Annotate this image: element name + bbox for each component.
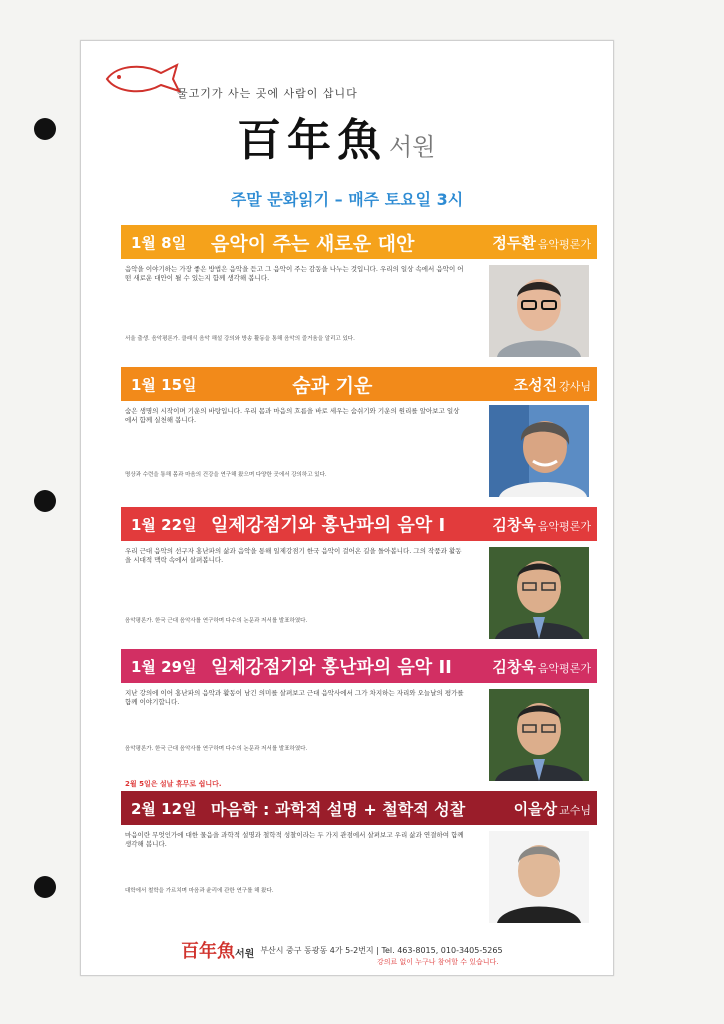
event-5-bio: 대학에서 철학을 가르치며 마음과 윤리에 관한 연구를 해 왔다. (125, 888, 274, 894)
event-2-speaker-name: 조성진 (513, 375, 558, 394)
brand-suffix: 서원 (389, 133, 436, 161)
event-5-date: 2월 12일 (131, 799, 197, 818)
punch-hole-middle (34, 490, 56, 512)
speaker-photo-2 (489, 405, 589, 497)
event-2-description: 숨은 생명의 시작이며 기운의 바탕입니다. 우리 몸과 마음의 흐름을 바로 세우는 숨쉬기와 기운의 원리를 알아보고 일상에서 함께 실천해 봅니다. (125, 407, 460, 424)
event-4-bar (121, 649, 597, 683)
footer-suffix: 서원 (235, 949, 255, 960)
event-3-title: 일제강점기와 홍난파의 음악 I (211, 515, 446, 536)
event-4-speaker (492, 656, 597, 677)
event-3-speaker (492, 514, 597, 535)
event-5-title: 마음학 : 과학적 설명 + 철학적 성찰 (211, 799, 466, 819)
event-3 (121, 507, 597, 645)
event-5-speaker-name: 이을상 (513, 799, 558, 818)
event-1-bio: 서울 출생. 음악평론가. 클래식 음악 해설 강의와 방송 활동을 통해 음악의 즐거움을 알리고 있다. (125, 336, 355, 342)
event-3-speaker-role: 음악평론가 (537, 519, 591, 533)
event-4-title: 일제강점기와 홍난파의 음악 II (211, 657, 452, 678)
footer-brand: 百年魚 (181, 941, 235, 962)
event-5-description: 마음이란 무엇인가에 대한 물음을 과학적 설명과 철학적 성찰이라는 두 가지 관점에서 살펴보고 우리 삶과 연결하여 함께 생각해 봅니다. (125, 831, 464, 848)
event-4-date: 1월 29일 (131, 657, 197, 676)
event-3-bio: 음악평론가. 한국 근대 음악사를 연구하며 다수의 논문과 저서를 발표하였다. (125, 618, 308, 624)
speaker-photo-1 (489, 265, 589, 357)
event-2 (121, 367, 597, 503)
punch-hole-bottom (34, 876, 56, 898)
footer-logo (181, 937, 254, 963)
event-1-description: 음악을 이야기하는 가장 좋은 방법은 음악을 듣고 그 음악이 주는 감동을 나누는 것입니다. 우리의 일상 속에서 음악이 어떤 새로운 대안이 될 수 있는지 함께 생각해 봅니다. (125, 265, 464, 282)
speaker-photo-4 (489, 689, 589, 781)
event-5-speaker (514, 798, 597, 819)
event-5-speaker-role: 교수님 (559, 803, 591, 817)
event-2-date: 1월 15일 (131, 375, 197, 394)
event-2-bar (121, 367, 597, 401)
event-4-description: 지난 강의에 이어 홍난파의 음악과 활동이 남긴 의미를 살펴보고 근대 음악사에서 그가 차지하는 자리와 오늘날의 평가를 함께 이야기합니다. (125, 689, 464, 706)
event-5 (121, 791, 597, 931)
flyer-sheet (80, 40, 614, 976)
slogan: 물고기가 사는 곳에 사람이 삽니다 (177, 87, 358, 100)
footer-address: 부산시 중구 동광동 4가 5-2번지 | Tel. 463-8015, 010-3405-5265 (260, 945, 503, 955)
event-1 (121, 225, 597, 361)
brand-hanja: 百年魚 (237, 115, 387, 166)
event-2-bio: 명상과 수련을 통해 몸과 마음의 건강을 연구해 왔으며 다양한 곳에서 강의하고 있다. (125, 472, 327, 478)
event-1-title: 음악이 주는 새로운 대안 (211, 232, 415, 255)
fish-logo-icon (103, 61, 183, 95)
event-2-speaker-role: 강사님 (559, 379, 591, 393)
punch-hole-top (34, 118, 56, 140)
brand-title (237, 111, 537, 171)
event-4-bio: 음악평론가. 한국 근대 음악사를 연구하며 다수의 논문과 저서를 발표하였다. (125, 746, 308, 752)
speaker-photo-3 (489, 547, 589, 639)
event-1-speaker-name: 정두환 (492, 233, 536, 252)
event-1-bar (121, 225, 597, 259)
event-1-speaker-role: 음악평론가 (537, 237, 591, 251)
event-2-speaker (514, 374, 597, 395)
event-1-speaker (492, 232, 597, 253)
holiday-notice: 2월 5일은 설날 휴무로 쉽니다. (125, 780, 222, 788)
event-3-date: 1월 22일 (131, 515, 197, 534)
event-4-speaker-name: 김창욱 (492, 657, 536, 676)
event-2-title: 숨과 기운 (292, 374, 373, 397)
speaker-photo-5 (489, 831, 589, 923)
event-3-bar (121, 507, 597, 541)
event-4-speaker-role: 음악평론가 (537, 661, 591, 675)
subtitle: 주말 문화읽기 – 매주 토요일 3시 (230, 190, 464, 209)
event-3-speaker-name: 김창욱 (492, 515, 536, 534)
footer-note: 강의료 없이 누구나 참여할 수 있습니다. (377, 958, 499, 966)
event-5-bar (121, 791, 597, 825)
event-3-description: 우리 근대 음악의 선구자 홍난파의 삶과 음악을 통해 일제강점기 한국 음악이 걸어온 길을 돌아봅니다. 그의 작품과 활동을 시대적 맥락 속에서 살펴봅니다. (125, 547, 462, 564)
event-1-date: 1월 8일 (131, 233, 187, 252)
